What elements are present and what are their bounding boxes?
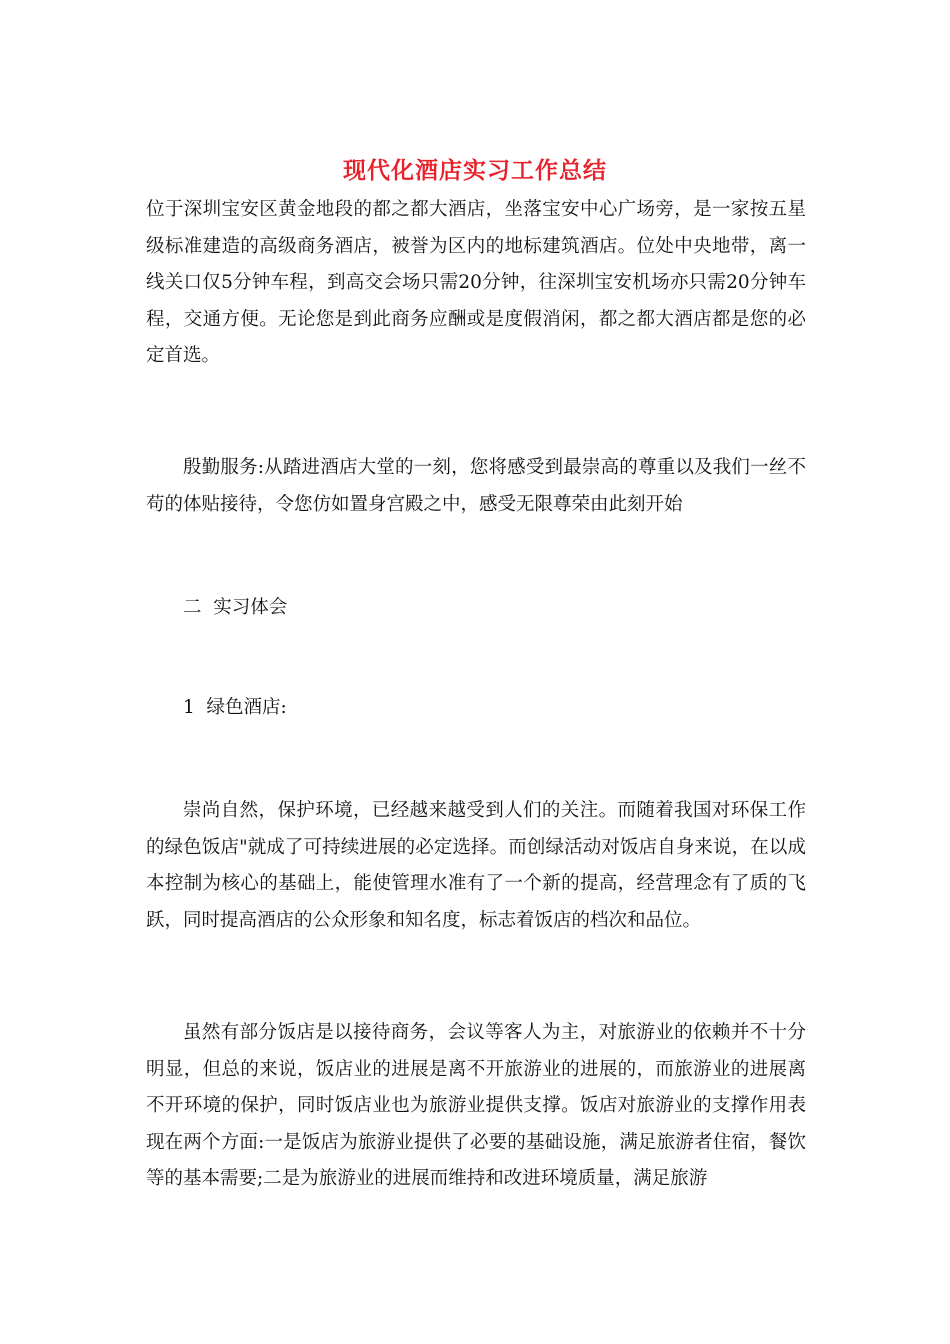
document-title: 现代化酒店实习工作总结 <box>343 158 607 184</box>
paragraph-intro: 位于深圳宝安区黄金地段的都之都大酒店，坐落宝安中心广场旁，是一家按五星级标准建造的高级商务酒店，被誉为区内的地标建筑酒店。位处中央地带，离一线关口仅5分钟车程，到高交会场只需20分钟，往深圳宝安机场亦只需20分钟车程，交通方便。无论您是到此商务应酬或是度假消闲，都之都大酒店都是您的必定首选。 <box>146 199 806 366</box>
paragraph-service: 殷勤服务:从踏进酒店大堂的一刻，您将感受到最崇高的尊重以及我们一丝不苟的体贴接待，令您仿如置身宫殿之中，感受无限尊荣由此刻开始 <box>146 457 806 515</box>
subheading-green-hotel: 1 绿色酒店: <box>183 697 287 718</box>
paragraph-tourism: 虽然有部分饭店是以接待商务，会议等客人为主，对旅游业的依赖并不十分明显，但总的来说，饭店业的进展是离不开旅游业的进展的，而旅游业的进展离不开环境的保护，同时饭店业也为旅游业提供支撑。饭店对旅游业的支撑作用表现在两个方面:一是饭店为旅游业提供了必要的基础设施，满足旅游者住宿，餐饮等的基本需要;二是为旅游业的进展而维持和改进环境质量，满足旅游 <box>146 1022 806 1189</box>
paragraph-green: 崇尚自然，保护环境，已经越来越受到人们的关注。而随着我国对环保工作的绿色饭店"就成了可持续进展的必定选择。而创绿活动对饭店自身来说，在以成本控制为核心的基础上，能使管理水准有了一个新的提高，经营理念有了质的飞跃，同时提高酒店的公众形象和知名度，标志着饭店的档次和品位。 <box>146 800 806 931</box>
section-heading: 二 实习体会 <box>183 597 288 618</box>
